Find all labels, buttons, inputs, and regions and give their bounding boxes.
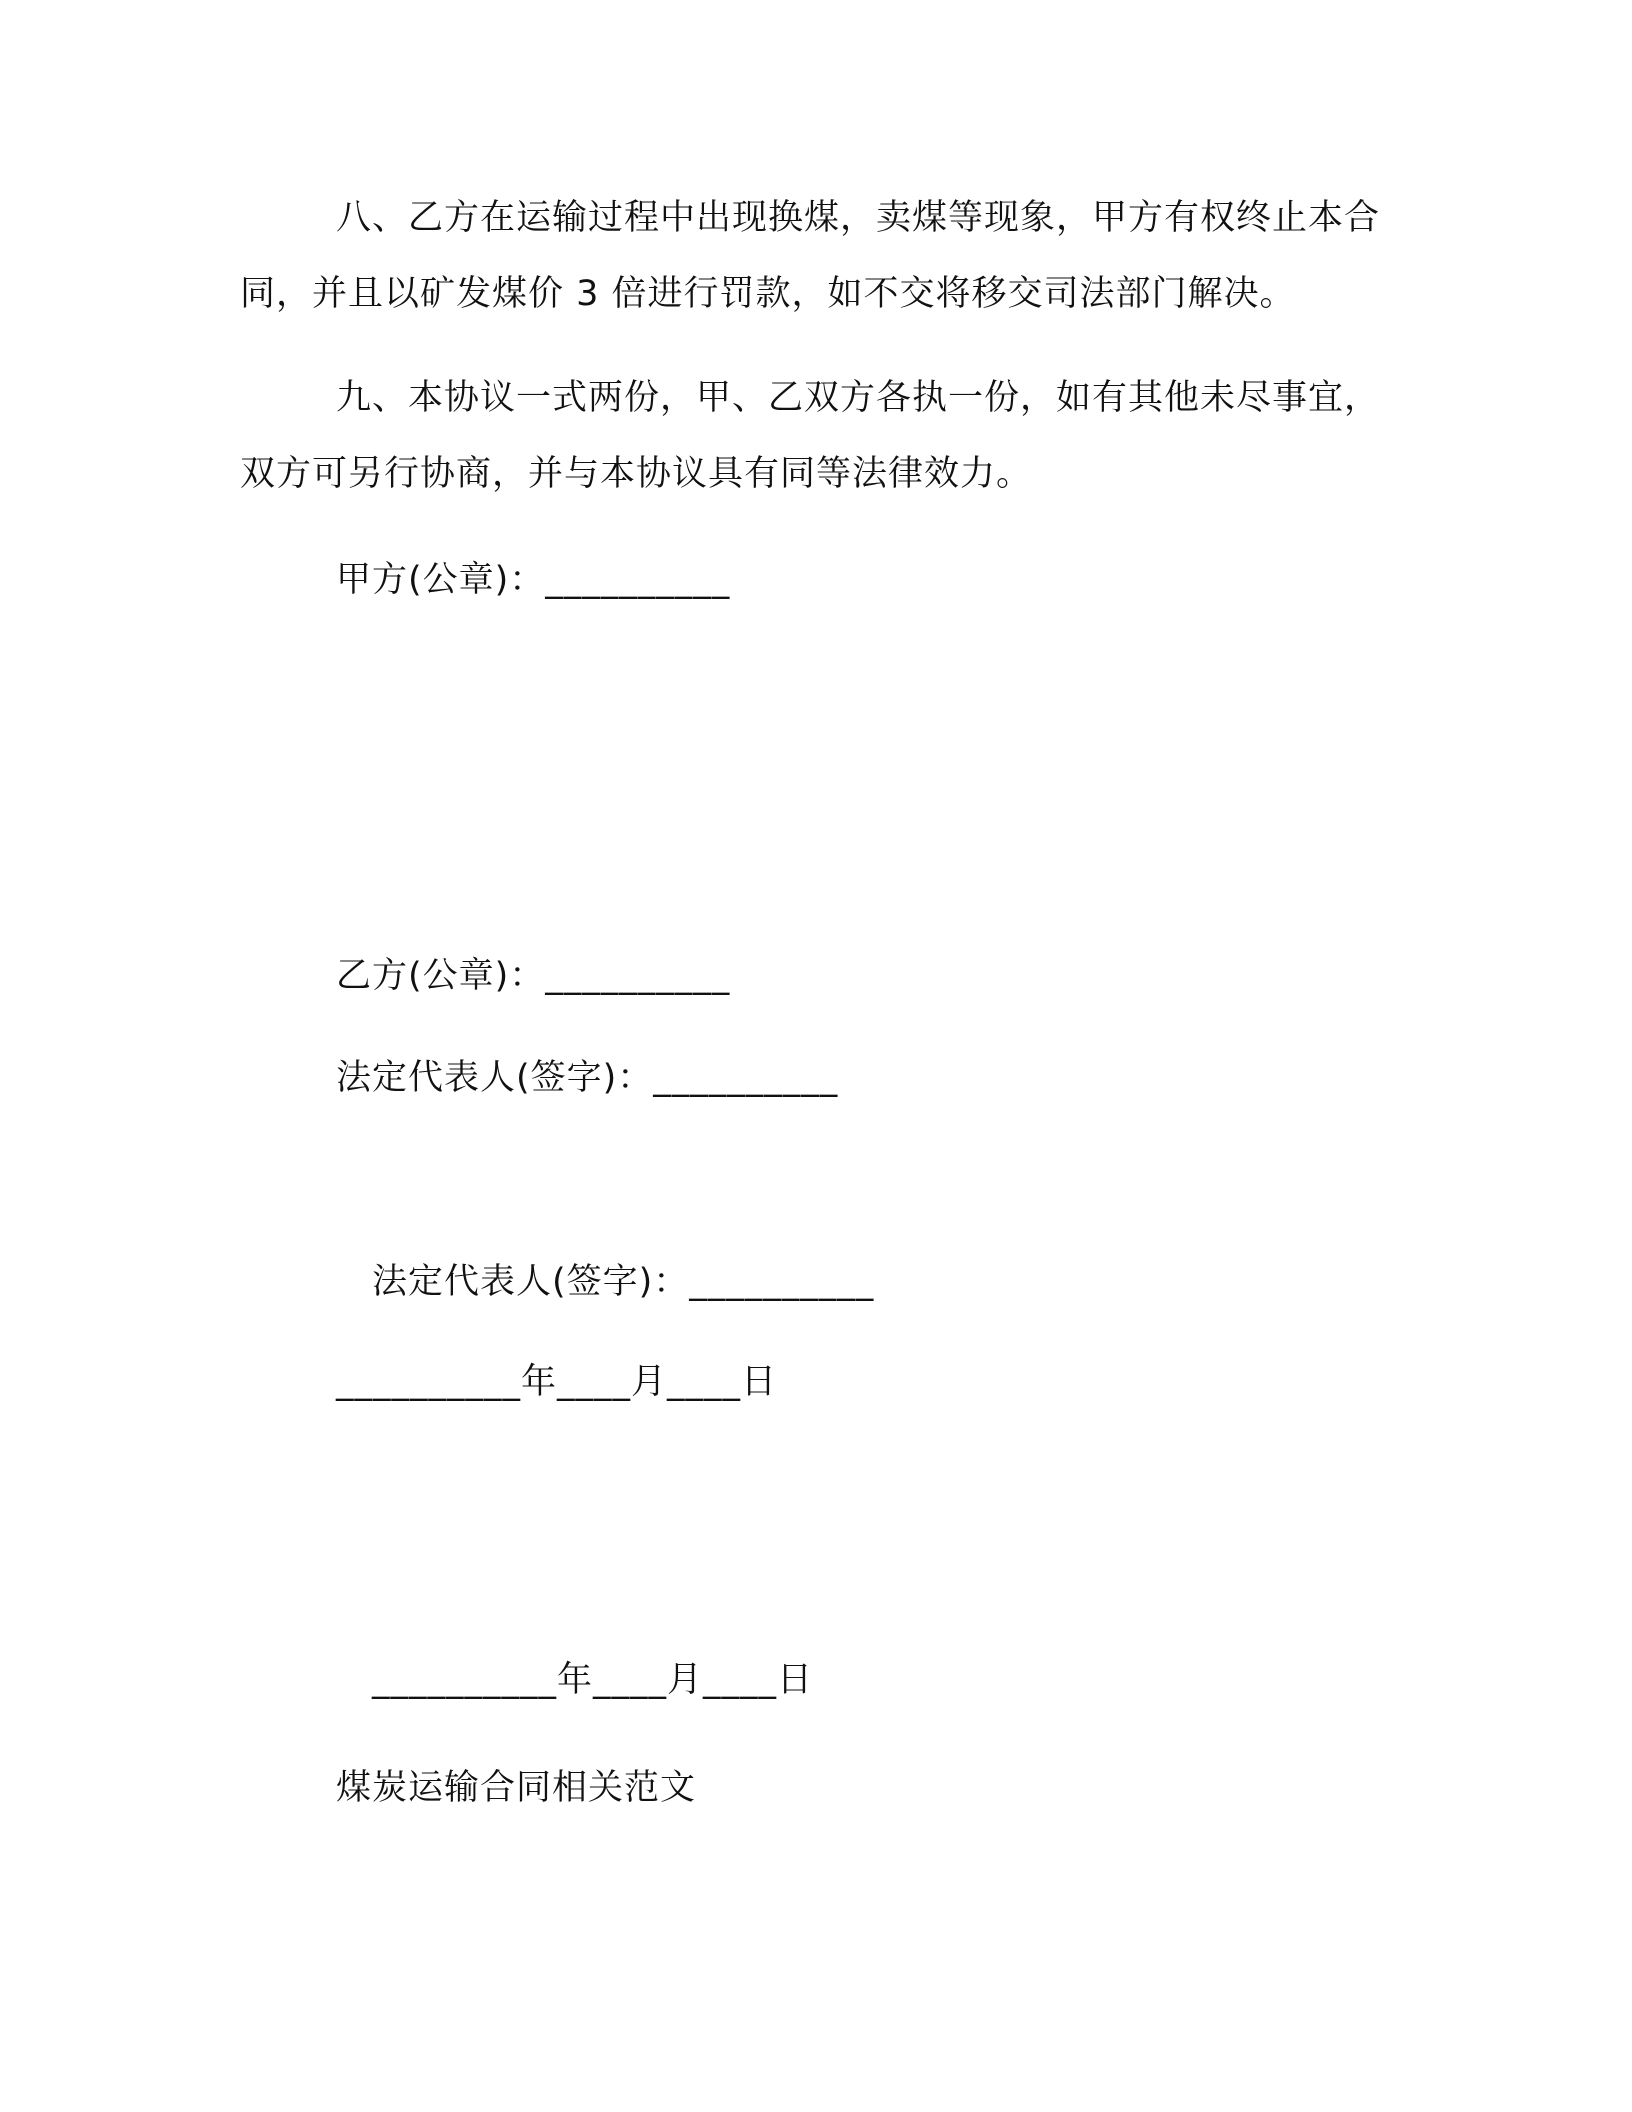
legal-representative-line-2: 法定代表人(签字)：__________ [372,1262,875,1302]
legal-representative-line-1: 法定代表人(签字)：__________ [336,1058,839,1098]
party-a-seal-line: 甲方(公章)：__________ [336,560,731,600]
clause-9-paragraph: 九、本协议一式两份，甲、乙双方各执一份，如有其他未尽事宜，双方可另行协商，并与本协议具有同等法律效力。 [240,378,1381,494]
related-templates-heading: 煤炭运输合同相关范文 [336,1768,697,1808]
date-line-1: __________年____月____日 [336,1362,778,1402]
clause-8-paragraph: 八、乙方在运输过程中出现换煤，卖煤等现象，甲方有权终止本合同，并且以矿发煤价 3 倍进行罚款，如不交将移交司法部门解决。 [240,198,1381,314]
party-b-seal-line: 乙方(公章)：__________ [336,956,731,996]
date-line-2: __________年____月____日 [372,1660,814,1700]
